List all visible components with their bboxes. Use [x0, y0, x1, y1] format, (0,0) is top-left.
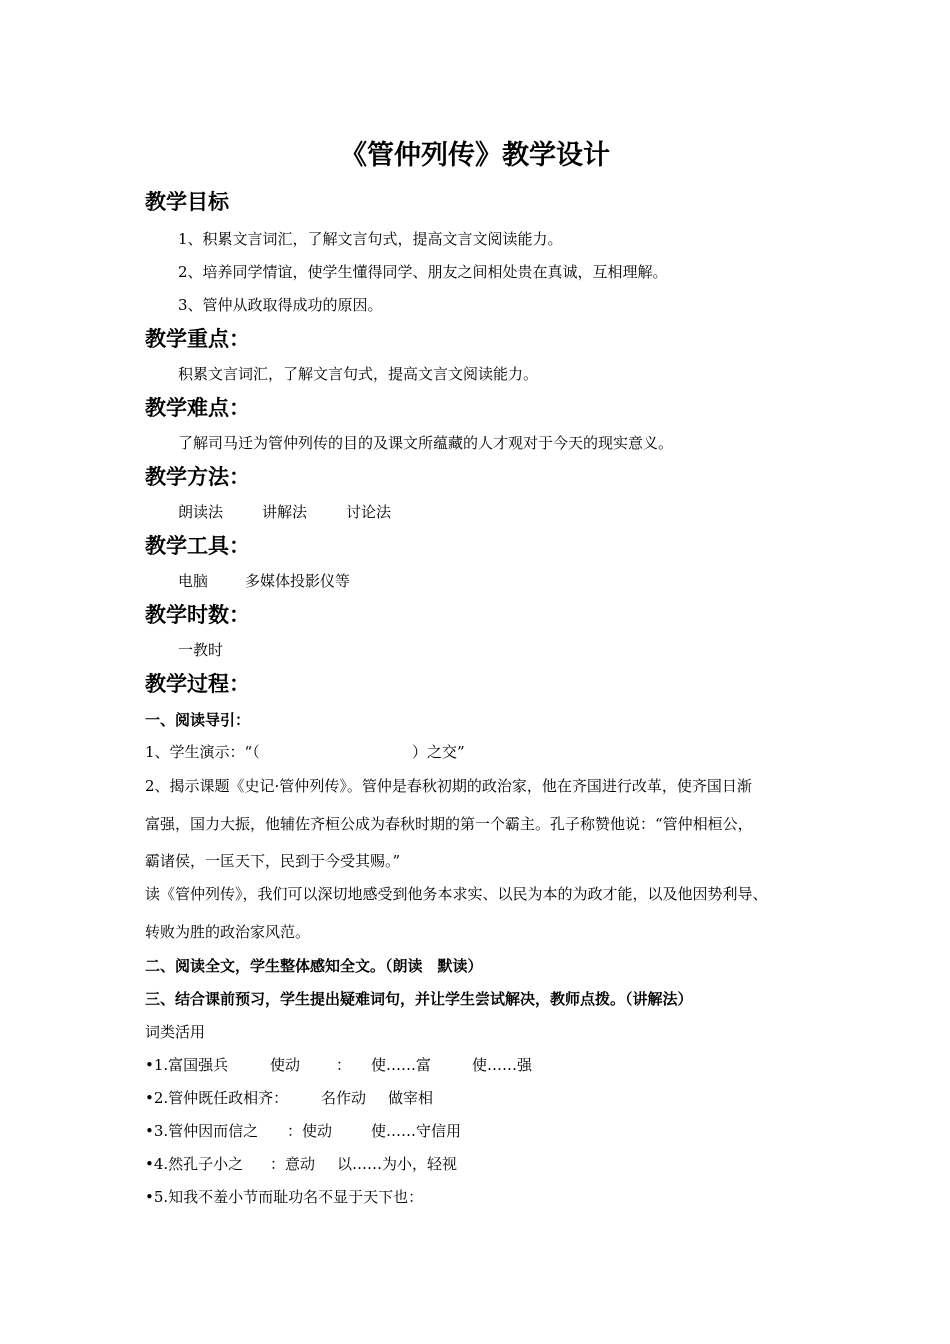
section1-item2-line1: 2、揭示课题《史记·管仲列传》。管仲是春秋初期的政治家，他在齐国进行改革，使齐国日渐 [145, 777, 752, 795]
method-item-2: 讲解法 [262, 503, 308, 521]
list-item-5a: •5.知我不羞小节而耻功名不显于天下也： [145, 1188, 424, 1206]
method-item-3: 讨论法 [346, 503, 392, 521]
objective-item-3: 3、管仲从政取得成功的原因。 [178, 296, 383, 314]
list-item-3c: 使……守信用 [371, 1122, 462, 1140]
section1-item1-start: 1、学生演示：“（ [145, 743, 260, 761]
list-item-1d: 使……富 [371, 1056, 432, 1074]
list-item-4b: ：意动 [270, 1155, 316, 1173]
section1-item1-end: ）之交” [412, 743, 465, 761]
document-title: 《管仲列传》教学设计 [340, 140, 610, 171]
list-item-2c: 做宰相 [388, 1089, 434, 1107]
list-item-1b: 使动 [270, 1056, 301, 1074]
difficulties-text: 了解司马迁为管仲列传的目的及课文所蕴藏的人才观对于今天的现实意义。 [178, 434, 674, 452]
methods-heading: 教学方法： [145, 465, 250, 489]
tools-heading: 教学工具： [145, 534, 250, 558]
list-item-3b: ：使动 [287, 1122, 333, 1140]
method-item-1: 朗读法 [178, 503, 224, 521]
list-item-2b: 名作动 [321, 1089, 367, 1107]
list-item-1e: 使……强 [472, 1056, 533, 1074]
section3-heading: 三、结合课前预习，学生提出疑难词句，并让学生尝试解决，教师点拨。（讲解法） [145, 990, 693, 1008]
section3-subheading: 词类活用 [145, 1023, 206, 1041]
section1-reading-line1: 读《管仲列传》，我们可以深切地感受到他务本求实、以民为本的为政才能，以及他因势利导、 [145, 885, 768, 903]
list-item-4a: •4.然孔子小之 [145, 1155, 244, 1173]
objective-item-2: 2、培养同学情谊，使学生懂得同学、朋友之间相处贵在真诚，互相理解。 [178, 263, 668, 281]
tool-item-1: 电脑 [178, 572, 209, 590]
objectives-heading: 教学目标 [145, 190, 229, 214]
difficulties-heading: 教学难点： [145, 396, 250, 420]
section1-reading-line2: 转败为胜的政治家风范。 [145, 923, 311, 941]
section1-heading: 一、阅读导引： [145, 711, 251, 729]
hours-heading: 教学时数： [145, 603, 250, 627]
objective-item-1: 1、积累文言词汇，了解文言句式，提高文言文阅读能力。 [178, 230, 563, 248]
section1-item2-line3: 霸诸侯，一匡天下，民到于今受其赐。” [145, 852, 401, 870]
key-points-text: 积累文言词汇，了解文言句式，提高文言文阅读能力。 [178, 365, 539, 383]
tool-item-2: 多媒体投影仪等 [245, 572, 351, 590]
list-item-4c: 以……为小，轻视 [337, 1155, 458, 1173]
section2-heading: 二、阅读全文，学生整体感知全文。（朗读 默读） [145, 957, 483, 975]
process-heading: 教学过程： [145, 672, 250, 696]
list-item-1a: •1.富国强兵 [145, 1056, 229, 1074]
hours-text: 一教时 [178, 641, 224, 659]
section1-item2-line2: 富强，国力大振，他辅佐齐桓公成为春秋时期的第一个霸主。孔子称赞他说：“管仲相桓公， [145, 815, 753, 833]
list-item-2a: •2.管仲既任政相齐： [145, 1089, 289, 1107]
key-points-heading: 教学重点： [145, 327, 250, 351]
list-item-3a: •3.管仲因而信之 [145, 1122, 259, 1140]
list-item-1c: ： [336, 1056, 352, 1074]
